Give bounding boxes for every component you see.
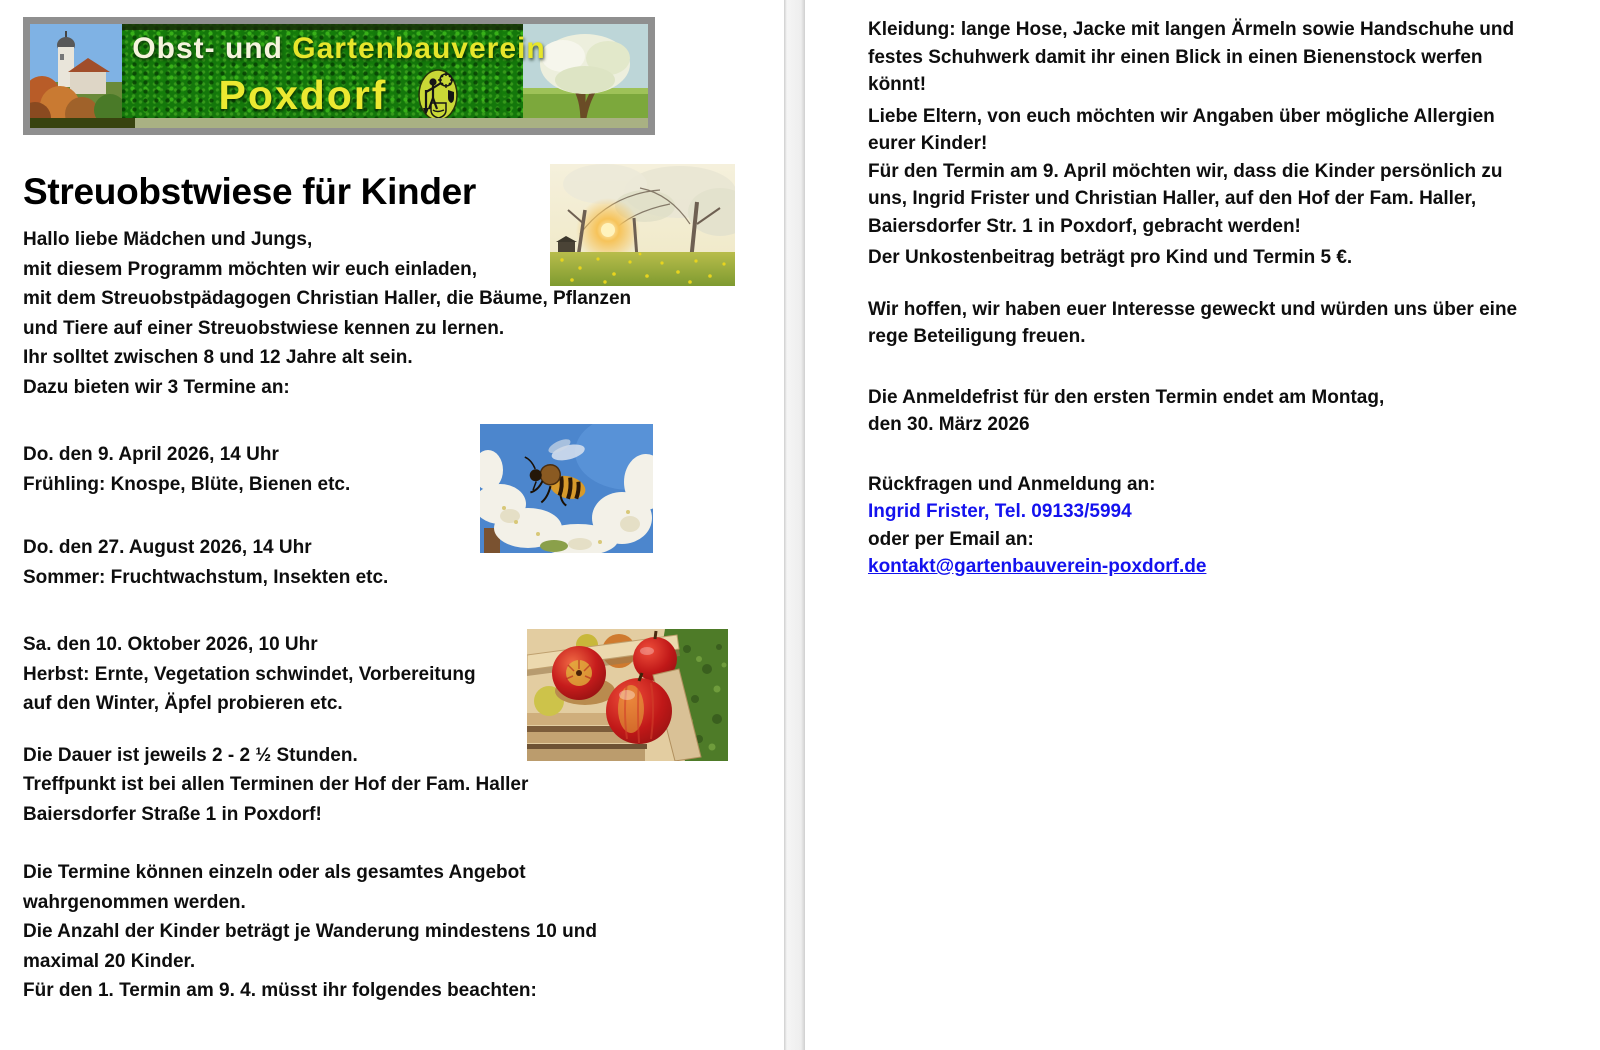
- text-line: rege Beteiligung freuen.: [868, 326, 1086, 347]
- text-line: Treffpunkt ist bei allen Terminen der Hof der Fam. Haller: [23, 774, 529, 795]
- deadline-paragraph: [868, 384, 1588, 439]
- text-line: uns, Ingrid Frister und Christian Haller, auf den Hof der Fam. Haller,: [868, 188, 1477, 209]
- club-banner-photo: [30, 24, 648, 128]
- page-1: [0, 0, 784, 1050]
- duration-paragraph: [23, 741, 763, 830]
- text-line: mit dem Streuobstpädagogen Christian Haller, die Bäume, Pflanzen: [23, 288, 632, 309]
- closing-paragraph: [868, 296, 1588, 351]
- termin-date-line: Do. den 9. April 2026, 14 Uhr: [23, 444, 279, 465]
- email-link[interactable]: kontakt@gartenbauverein-poxdorf.de: [868, 556, 1207, 577]
- page-title: Streuobstwiese für Kinder: [23, 171, 477, 212]
- contact-email-intro-line: oder per Email an:: [868, 528, 1034, 550]
- text-line: den 30. März 2026: [868, 414, 1030, 435]
- banner-bottom-strip: [30, 118, 648, 128]
- text-line: Die Dauer ist jeweils 2 - 2 ½ Stunden.: [23, 744, 358, 766]
- club-banner: [23, 17, 655, 135]
- dropoff-paragraph: [868, 158, 1588, 241]
- banner-title-part1: Obst- und: [132, 32, 293, 65]
- text-line: mit diesem Programm möchten wir euch einladen,: [23, 258, 478, 280]
- text-line: eurer Kinder!: [868, 133, 988, 154]
- contact-email-row: [868, 553, 1588, 581]
- text-line: Baiersdorfer Str. 1 in Poxdorf, gebracht werden!: [868, 215, 1301, 237]
- text-line: und Tiere auf einer Streuobstwiese kennen zu lernen.: [23, 317, 505, 339]
- text-line: Wir hoffen, wir haben euer Interesse geweckt und würden uns über eine: [868, 298, 1518, 320]
- banner-title: [30, 32, 648, 66]
- termin-2-paragraph: [23, 533, 763, 592]
- text-line: Für den 1. Termin am 9. 4. müsst ihr folgendes beachten:: [23, 980, 537, 1001]
- termin-topic-line: Sommer: Fruchtwachstum, Insekten etc.: [23, 566, 389, 588]
- termin-1-paragraph: [23, 440, 763, 499]
- intro-paragraph: [23, 225, 763, 402]
- termin-date-line: Do. den 27. August 2026, 14 Uhr: [23, 537, 312, 558]
- left-text-column: [23, 225, 763, 1006]
- termin-3-paragraph: [23, 630, 763, 719]
- text-line: Für den Termin am 9. April möchten wir, dass die Kinder persönlich zu: [868, 160, 1503, 182]
- group-size-paragraph: [23, 917, 763, 976]
- gardener-emblem-icon: [417, 68, 459, 122]
- contact-block: [868, 471, 1588, 581]
- text-line: Baiersdorfer Straße 1 in Poxdorf!: [23, 803, 322, 825]
- allergies-paragraph: [868, 103, 1588, 158]
- text-line: Dazu bieten wir 3 Termine an:: [23, 376, 290, 398]
- text-line: wahrgenommen werden.: [23, 891, 246, 913]
- text-line: Hallo liebe Mädchen und Jungs,: [23, 229, 313, 250]
- text-line: Die Anzahl der Kinder beträgt je Wanderung mindestens 10 und: [23, 921, 597, 942]
- text-line: Ihr solltet zwischen 8 und 12 Jahre alt sein.: [23, 347, 413, 368]
- text-line: Die Anmeldefrist für den ersten Termin endet am Montag,: [868, 386, 1385, 408]
- text-line: Der Unkostenbeitrag beträgt pro Kind und Termin 5 €.: [868, 247, 1353, 268]
- text-line: Liebe Eltern, von euch möchten wir Angaben über mögliche Allergien: [868, 105, 1495, 127]
- banner-subtitle-row: [30, 68, 648, 122]
- termin-date-line: Sa. den 10. Oktober 2026, 10 Uhr: [23, 634, 318, 655]
- fee-paragraph: [868, 244, 1588, 272]
- text-line: Die Termine können einzeln oder als gesamtes Angebot: [23, 862, 526, 883]
- termin-topic-line: auf den Winter, Äpfel probieren etc.: [23, 693, 343, 714]
- termin-topic-line: Herbst: Ernte, Vegetation schwindet, Vorbereitung: [23, 663, 476, 685]
- text-line: festes Schuhwerk damit ihr einen Blick in einen Bienenstock werfen: [868, 46, 1483, 68]
- text-line: Kleidung: lange Hose, Jacke mit langen Ärmeln sowie Handschuhe und: [868, 19, 1515, 40]
- page-divider: [784, 0, 805, 1050]
- contact-intro-line: Rückfragen und Anmeldung an:: [868, 473, 1156, 495]
- right-text-column: [868, 16, 1588, 581]
- text-line: könnt!: [868, 74, 927, 95]
- booking-paragraph: [23, 858, 763, 917]
- banner-title-part2: Gartenbauverein: [292, 32, 546, 65]
- note-paragraph: [23, 976, 763, 1006]
- page-2: [805, 0, 1600, 1050]
- text-line: maximal 20 Kinder.: [23, 950, 196, 972]
- clothing-paragraph: [868, 16, 1588, 99]
- contact-phone-line: Ingrid Frister, Tel. 09133/5994: [868, 501, 1132, 522]
- banner-town-name: Poxdorf: [218, 71, 388, 118]
- termin-topic-line: Frühling: Knospe, Blüte, Bienen etc.: [23, 473, 351, 495]
